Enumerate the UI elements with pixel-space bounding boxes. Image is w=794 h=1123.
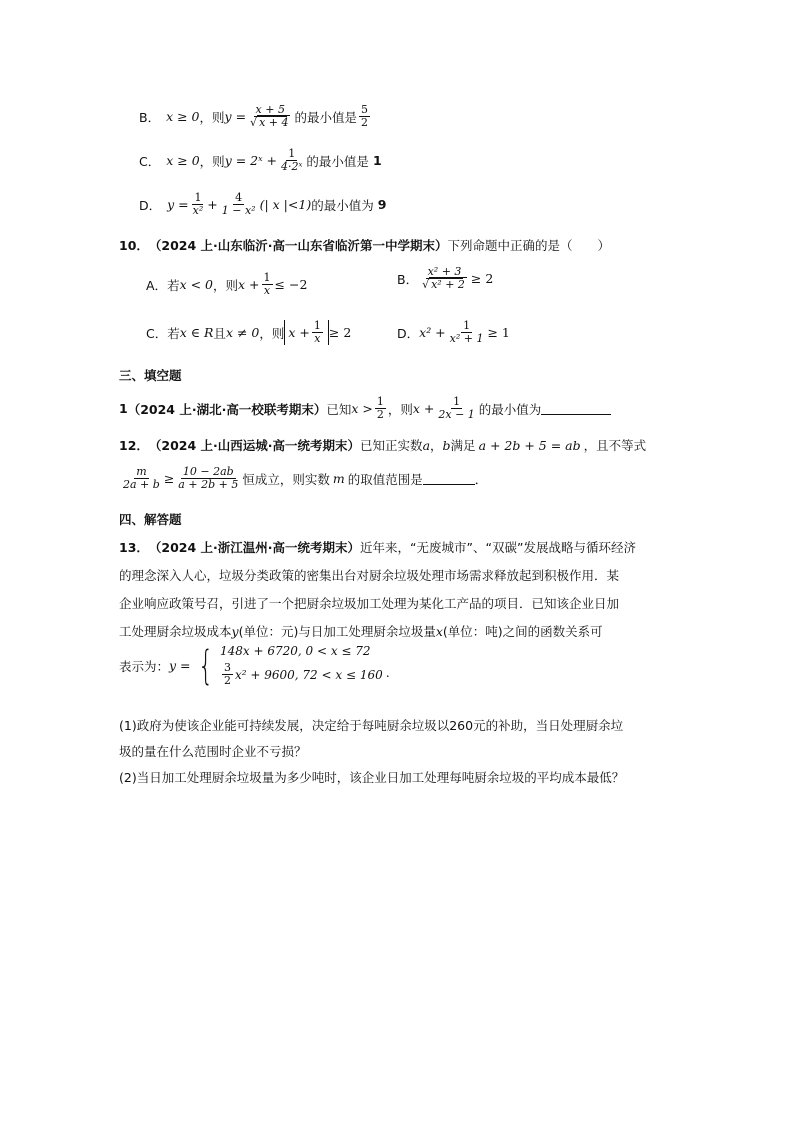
text: 已知 <box>326 401 352 417</box>
fraction: $\frac{1}{2}$ <box>376 395 384 422</box>
subquestion-1-cont: 圾的量在什么范围时企业不亏损？ <box>119 744 307 759</box>
text: 的最小值为 <box>478 401 542 417</box>
fraction: $\frac{1}{\text{4·2ˣ}}$ <box>281 147 303 174</box>
question-source: （2024 上·浙江温州·高一统考期末） <box>148 540 361 555</box>
math-expr: x + <box>238 277 260 293</box>
question-12 <box>119 436 646 454</box>
condition: x ≥ 0 <box>166 153 200 169</box>
math-expr: y = 2ˣ + <box>224 153 278 169</box>
fraction: $\frac{4}{\text{1 − x²}}$ <box>221 191 256 218</box>
absolute-value: x + $\frac{1}{x}$ <box>284 320 329 345</box>
condition: x ≠ 0 <box>225 325 260 341</box>
text: ，则 <box>199 109 225 125</box>
option-label: C． <box>139 153 161 169</box>
question-number: 1 <box>119 401 128 417</box>
q10-option-c <box>146 320 351 345</box>
math-expr: y = <box>169 658 191 674</box>
text: 的取值范围是 <box>347 471 423 487</box>
math-expr: ≥ 2 <box>470 271 494 287</box>
condition: x ∈ R <box>179 325 214 341</box>
variable: y <box>231 623 239 639</box>
variable: a <box>422 437 431 453</box>
case-1: 148x + 6720, 0 < x ≤ 72 <box>219 644 371 658</box>
fraction: $\frac{1}{2x - 1}$ <box>438 395 475 422</box>
question-source: （2024 上·山西运城·高一统考期末） <box>148 438 361 453</box>
math-expr: ≤ −2 <box>274 277 308 293</box>
question-13-line: 的理念深入人心，垃圾分类政策的密集出台对厨余垃圾处理市场需求释放起到积极作用．某 <box>119 568 620 583</box>
option-label: C． <box>146 325 168 341</box>
subquestion-2: (2)当日加工处理厨余垃圾量为多少吨时，该企业日加工处理每吨厨余垃圾的平均成本最低？ <box>119 770 625 785</box>
fraction: $\frac{1}{\text{x²}}$ <box>192 191 204 218</box>
condition: x < 0 <box>179 277 214 293</box>
fraction: $\frac{\text{x² + 3}}{\text{√ x² + 2}}$ <box>422 265 465 292</box>
math-expr: ≥ <box>163 471 175 487</box>
option-label: B． <box>397 271 419 287</box>
fraction: $\frac{1}{x}$ <box>263 271 271 298</box>
variable: m <box>332 471 345 487</box>
option-label: B． <box>139 109 161 125</box>
question-13 <box>119 538 636 556</box>
text: 的最小值为 <box>311 197 374 213</box>
answer-blank[interactable] <box>541 402 611 415</box>
option-label: A． <box>146 277 168 293</box>
question-10 <box>119 236 610 254</box>
question-number: 13． <box>119 540 149 555</box>
text: ，则 <box>213 277 239 293</box>
q10-option-d <box>397 320 510 345</box>
text: (单位：元)与日加工处理厨余垃圾量 <box>238 624 436 639</box>
condition: x > <box>351 401 373 417</box>
option-d <box>139 192 386 217</box>
plus: + <box>207 197 218 213</box>
option-label: D． <box>397 325 420 341</box>
case-2: $\frac{3}{2}$ x² + 9600, 72 < x ≤ 160 <box>223 661 383 688</box>
text: ， <box>430 438 443 453</box>
fraction: $\frac{10 - 2ab}{a + 2b + 5}$ <box>178 465 239 492</box>
text: (单位：吨)之间的函数关系可 <box>442 624 603 639</box>
text: . <box>385 665 390 681</box>
math-expr: x + <box>412 401 435 417</box>
option-c <box>139 148 382 173</box>
text: 满足 <box>450 438 476 453</box>
question-source: （2024 上·山东临沂·高一山东省临沂第一中学期末） <box>148 238 448 253</box>
question-12-cont <box>119 466 487 491</box>
math-expr: ≥ 1 <box>487 325 510 341</box>
math-expr: y = <box>167 197 189 213</box>
math-expr: x² + <box>419 325 446 341</box>
variable: x <box>435 623 443 639</box>
section-heading-solve: 四、解答题 <box>119 512 182 527</box>
text: ，且不等式 <box>583 438 647 453</box>
question-source: （2024 上·湖北·高一校联考期末） <box>127 401 327 417</box>
answer-fraction: $\frac{5}{2}$ <box>361 103 368 130</box>
fraction: $\frac{x + 5}{√ x + 4}$ <box>250 103 289 130</box>
math-expr: ≥ 2 <box>328 325 352 341</box>
question-text: 下列命题中正确的是（ ） <box>447 238 611 253</box>
equation: a + 2b + 5 = ab <box>478 437 581 453</box>
text: ． <box>474 471 488 487</box>
question-13-line: 企业响应政策号召，引进了一个把厨余垃圾加工处理为某化工产品的项目．已知该企业日加 <box>119 596 620 611</box>
text: ，则 <box>387 401 413 417</box>
text: 工处理厨余垃圾成本 <box>119 624 232 639</box>
question-text: 近年来，“无废城市”、“双碳”发展战略与循环经济 <box>360 540 636 555</box>
section-heading-fill-blank: 三、填空题 <box>119 368 182 383</box>
piecewise-function <box>119 644 390 687</box>
question-11 <box>119 396 611 421</box>
math-expr: y = <box>224 109 247 125</box>
brace: { <box>197 642 213 689</box>
piecewise-cases <box>220 644 383 687</box>
text: 恒成立，则实数 <box>242 471 330 487</box>
condition: x ≥ 0 <box>166 109 200 125</box>
text: 的最小值是 <box>306 153 369 169</box>
text: 且 <box>213 325 226 341</box>
condition: (| x |<1) <box>259 197 312 213</box>
text: ，则 <box>199 153 225 169</box>
answer: 9 <box>377 197 387 213</box>
question-number: 10． <box>119 238 149 253</box>
question-13-line <box>119 622 603 640</box>
answer: 1 <box>372 153 382 169</box>
q10-option-a <box>146 272 307 297</box>
fraction: $\frac{m}{2a + b}$ <box>123 465 160 492</box>
q10-option-b <box>397 266 493 291</box>
question-number: 12． <box>119 438 149 453</box>
text: 若 <box>167 325 180 341</box>
fraction: $\frac{1}{\text{x² + 1}}$ <box>449 319 484 346</box>
option-b <box>139 104 372 129</box>
option-label: D． <box>139 197 162 213</box>
variable: b <box>442 437 451 453</box>
answer-blank[interactable] <box>423 472 475 485</box>
text: ，则 <box>259 325 285 341</box>
subquestion-1: (1)政府为使该企业能可持续发展，决定给于每吨厨余垃圾以260元的补助，当日处理厨余垃 <box>119 718 624 733</box>
text: 的最小值是 <box>294 109 357 125</box>
text: 已知正实数 <box>360 438 423 453</box>
text: 表示为： <box>119 658 170 674</box>
text: 若 <box>167 277 180 293</box>
